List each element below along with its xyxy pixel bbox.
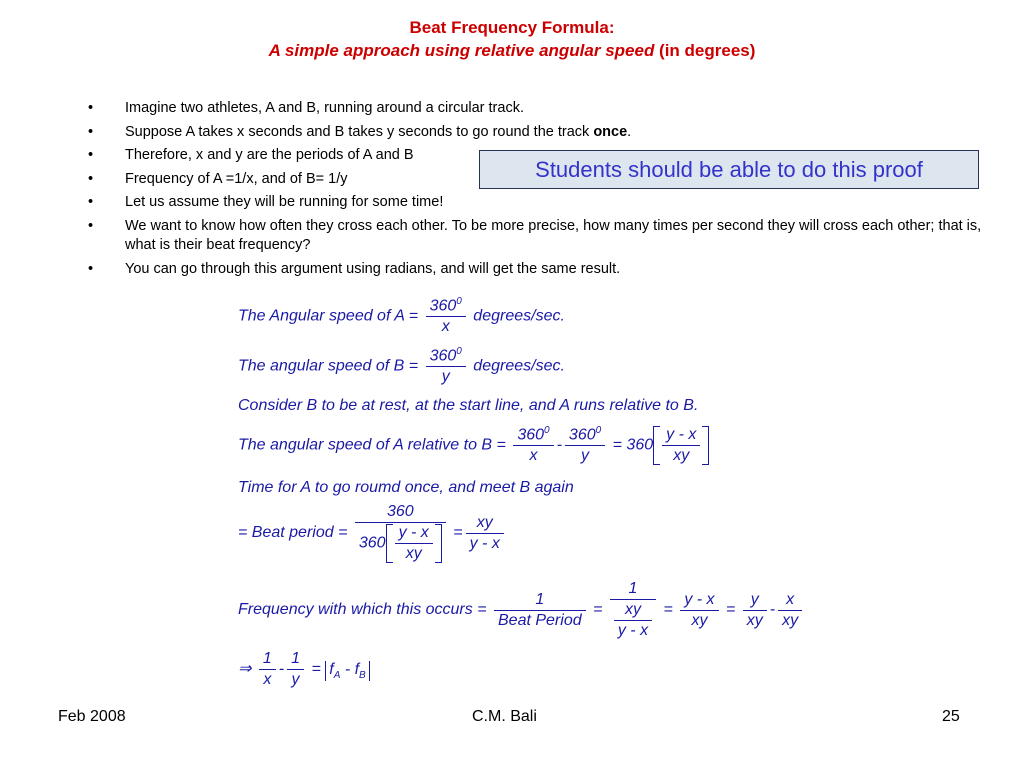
equation-relative-speed: The angular speed of A relative to B = $\frac{360^0}{x}$ - $\frac{360^0}{y}$ = 360 $\frac{y - x}{xy}$	[238, 425, 709, 465]
bullet-dot: •	[88, 217, 94, 234]
footer-date: Feb 2008	[58, 708, 126, 725]
bullet-item: • Frequency of A =1/x, and of B= 1/y	[0, 168, 1024, 192]
bullet-dot: •	[88, 147, 94, 163]
bullet-dot: •	[88, 123, 94, 140]
bullet-item: • Suppose A takes x seconds and B takes y seconds to go round the track once.	[0, 121, 1024, 145]
statement-b-at-rest: Consider B to be at rest, at the start line, and A runs relative to B.	[238, 397, 699, 414]
equation-beat-period: = Beat period = 360 360 $\frac{y - x}{xy}$ = $\frac{xy}{y - x}$	[238, 503, 507, 563]
callout-box: Students should be able to do this proof	[479, 150, 979, 189]
subtitle-suffix: (in degrees)	[654, 41, 756, 60]
equation-angular-speed-a: The Angular speed of A = $\frac{360^0}{x}$ degrees/sec.	[238, 296, 565, 336]
equation-final-result: ⇒ $\frac{1}{x}$ - $\frac{1}{y}$ = $f_A - f_B$	[238, 650, 370, 689]
bullet-dot: •	[88, 170, 94, 187]
subtitle-italic: A simple approach using relative angular speed	[268, 41, 655, 60]
bullet-item: • You can go through this argument using radians, and will get the same result.	[0, 258, 1024, 282]
bullet-dot: •	[88, 100, 94, 116]
bullet-item: • Imagine two athletes, A and B, running around a circular track.	[0, 97, 1024, 121]
implies-arrow: ⇒	[238, 660, 252, 678]
footer-author: C.M. Bali	[472, 708, 537, 725]
bullet-item: • Therefore, x and y are the periods of A and B	[0, 144, 1024, 168]
equation-angular-speed-b: The angular speed of B = $\frac{360^0}{y}$ degrees/sec.	[238, 346, 565, 386]
slide-title: Beat Frequency Formula:	[409, 18, 615, 37]
bullet-dot: •	[88, 260, 94, 277]
bullet-item: • Let us assume they will be running for some time!	[0, 191, 1024, 215]
slide-subtitle	[0, 41, 1024, 61]
bullet-item: • We want to know how often they cross each other. To be more precise, how many times per second they will cross each other; that is, what is their beat frequency?	[88, 217, 982, 253]
bullet-dot: •	[88, 194, 94, 210]
equation-beat-frequency: Frequency with which this occurs = $\frac{1}{\text{Beat Period}}$ = $\frac{1}{\frac{xy}{y - x}}$ = $\frac{y - x}{xy}$ = $\frac{y}{xy}$ - $\frac{x}{xy}$	[238, 580, 805, 640]
footer-page-number: 25	[942, 708, 960, 725]
bullet-list	[0, 97, 1024, 281]
statement-time-to-meet: Time for A to go roumd once, and meet B again	[238, 479, 574, 496]
